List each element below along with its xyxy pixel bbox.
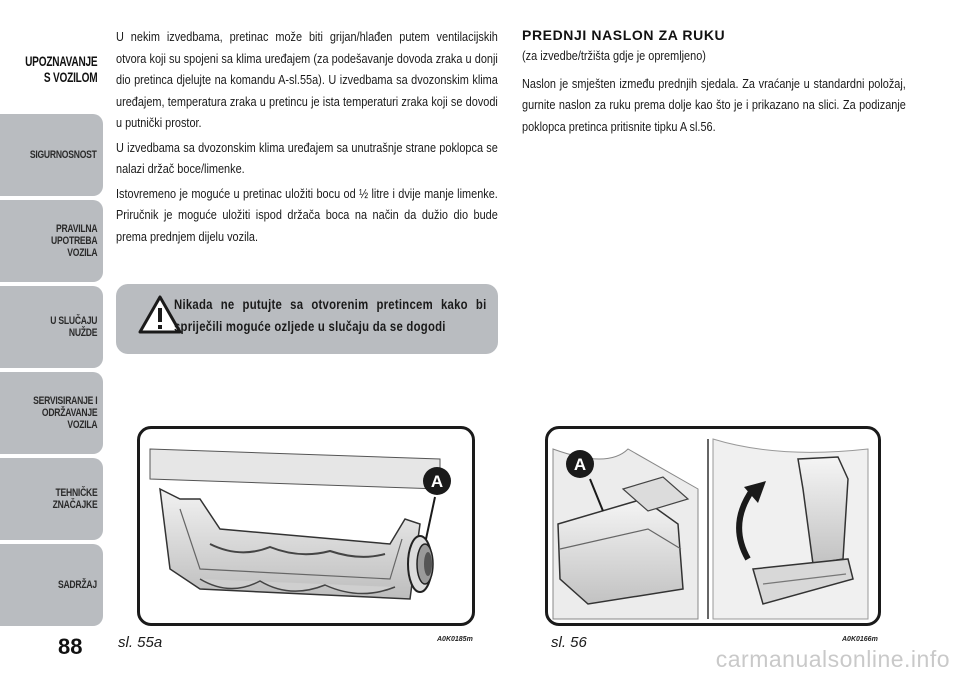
tab-sigurnosnost[interactable]: SIGURNOSNOST	[0, 114, 103, 196]
paragraph: Istovremeno je moguće u pretinac uložiti bocu od ½ litre i dvije manje limenke. Priručnik je moguće uložiti ispod držača boca na način da dužio dio bude prema prednjem dijelu vozila.	[116, 185, 498, 244]
warning-text: Nikada ne putujte sa otvorenim pretincem kako bi spriječili moguće ozljede u slučaju da se dogodi	[174, 297, 487, 334]
section-heading: PREDNJI NASLON ZA RUKU	[522, 27, 726, 43]
armrest-illustration	[548, 429, 878, 623]
right-column	[522, 26, 906, 140]
callout-a-label: A	[573, 455, 587, 474]
tab-pravilna-upotreba-vozila[interactable]: PRAVILNA UPOTREBA VOZILA	[0, 200, 103, 282]
page-number: 88	[58, 634, 83, 659]
tab-u-slucaju-nuzde[interactable]: U SLUČAJU NUŽDE	[0, 286, 103, 368]
paragraph: U nekim izvedbama, pretinac može biti grijan/hlađen putem ventilacijskih otvora koji su spojeni sa klima uređajem (za podešavanje dovoda zraka u donji dio pretinca djelujte na komandu A-sl.55a). U izvedbama sa dvozonskim klima uređajem, temperatura zraka u pretincu je ista temperaturi zraka koji se dovodi u putnički prostor.	[116, 29, 498, 130]
figure-caption: sl. 56	[551, 634, 587, 651]
tab-servisiranje-odrzavanje[interactable]: SERVISIRANJE I ODRŽAVANJE VOZILA	[0, 372, 103, 454]
figure-code: A0K0185m	[437, 636, 473, 643]
figure-armrest	[545, 426, 881, 626]
tab-tehnicke-znacajke[interactable]: TEHNIČKE ZNAČAJKE	[0, 458, 103, 540]
figure-glovebox	[137, 426, 475, 626]
watermark: carmanualsonline.info	[715, 646, 950, 672]
paragraph: U izvedbama sa dvozonskim klima uređajem sa unutrašnje strane poklopca se nalazi držač boce/limenke.	[116, 139, 498, 176]
figure-caption: sl. 55a	[118, 634, 163, 651]
left-column	[116, 26, 498, 250]
glovebox-illustration	[140, 429, 472, 623]
section-subheading: (za izvedbe/tržišta gdje je opremljeno)	[522, 48, 706, 63]
callout-a-label: A	[430, 472, 444, 491]
tab-sadrzaj[interactable]: SADRŽAJ	[0, 544, 103, 626]
warning-box	[116, 284, 498, 354]
paragraph: Naslon je smješten između prednjih sjedala. Za vraćanje u standardni položaj, gurnite naslon za ruku prema dolje kao što je i prikazano na slici. Za podizanje poklopca pretinca pritisnite tipku A sl.56.	[522, 75, 906, 134]
figure-code: A0K0166m	[842, 636, 878, 643]
tab-upoznavanje-s-vozilom[interactable]: UPOZNAVANJE S VOZILOM	[0, 28, 103, 110]
